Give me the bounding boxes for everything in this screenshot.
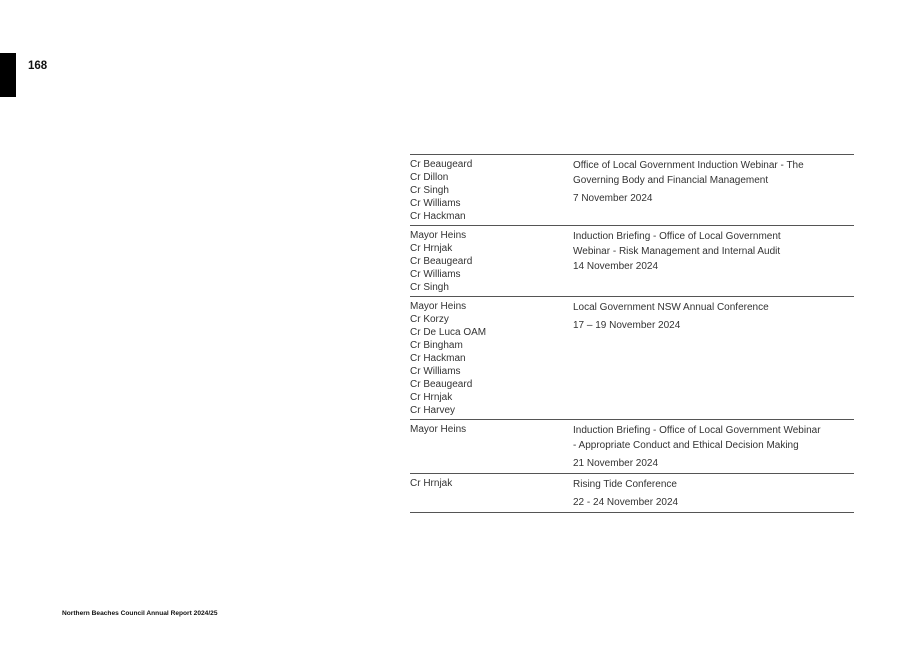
attendee-name: Cr Williams	[410, 198, 461, 209]
page-tab-marker	[0, 53, 16, 97]
attendees-cell	[410, 300, 573, 417]
attendees-cell	[410, 229, 573, 294]
attendee-name: Cr Beaugeard	[410, 159, 473, 170]
event-title-line: Office of Local Government Induction Webinar - The	[573, 160, 804, 171]
attendee-name: Cr Singh	[410, 185, 449, 196]
report-footer: Northern Beaches Council Annual Report 2024/25	[62, 610, 218, 617]
attendee-name: Mayor Heins	[410, 230, 467, 241]
event-title-line: Governing Body and Financial Management	[573, 175, 769, 186]
attendee-name: Cr Hackman	[410, 211, 466, 222]
training-table	[410, 154, 854, 513]
event-title-line: Induction Briefing - Office of Local Government	[573, 231, 781, 242]
table-row	[410, 155, 854, 226]
table-row	[410, 474, 854, 513]
event-title-line: Induction Briefing - Office of Local Government Webinar	[573, 425, 821, 436]
event-date: 22 - 24 November 2024	[573, 497, 679, 508]
attendee-name: Cr Williams	[410, 366, 461, 377]
event-title-line: Local Government NSW Annual Conference	[573, 302, 769, 313]
event-cell	[573, 423, 854, 471]
attendee-name: Mayor Heins	[410, 424, 467, 435]
event-cell	[573, 300, 854, 417]
attendee-name: Cr De Luca OAM	[410, 327, 487, 338]
event-title-line: Webinar - Risk Management and Internal Audit	[573, 246, 781, 257]
attendee-name: Cr Dillon	[410, 172, 449, 183]
event-date: 14 November 2024	[573, 261, 659, 272]
attendee-name: Cr Korzy	[410, 314, 449, 325]
attendee-name: Cr Hrnjak	[410, 478, 453, 489]
event-date: 17 – 19 November 2024	[573, 320, 681, 331]
event-date: 7 November 2024	[573, 193, 653, 204]
table-row	[410, 226, 854, 297]
attendee-name: Cr Singh	[410, 282, 449, 293]
event-cell	[573, 229, 854, 294]
table-row	[410, 420, 854, 474]
attendees-cell	[410, 158, 573, 223]
attendee-name: Cr Hrnjak	[410, 243, 453, 254]
attendee-name: Cr Hackman	[410, 353, 466, 364]
event-title-line: - Appropriate Conduct and Ethical Decision Making	[573, 440, 799, 451]
attendee-name: Cr Hrnjak	[410, 392, 453, 403]
table-row	[410, 297, 854, 420]
event-cell	[573, 477, 854, 510]
attendee-name: Cr Williams	[410, 269, 461, 280]
event-date: 21 November 2024	[573, 458, 659, 469]
attendees-cell	[410, 477, 573, 510]
page-number: 168	[28, 60, 48, 72]
attendees-cell	[410, 423, 573, 471]
attendee-name: Cr Beaugeard	[410, 256, 473, 267]
attendee-name: Cr Beaugeard	[410, 379, 473, 390]
event-cell	[573, 158, 854, 223]
attendee-name: Cr Bingham	[410, 340, 463, 351]
attendee-name: Mayor Heins	[410, 301, 467, 312]
event-title-line: Rising Tide Conference	[573, 479, 677, 490]
attendee-name: Cr Harvey	[410, 405, 456, 416]
